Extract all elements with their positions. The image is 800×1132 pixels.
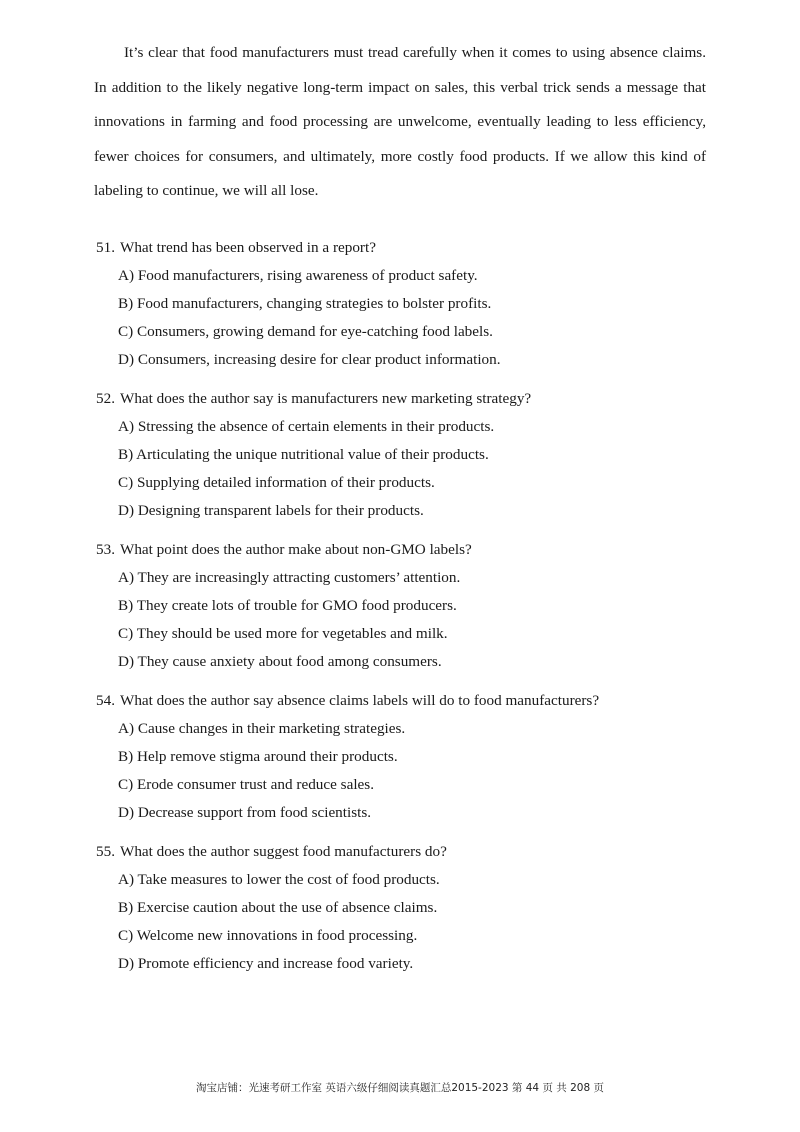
- option-list: [96, 564, 716, 676]
- option-d: D) Promote efficiency and increase food variety.: [118, 955, 414, 972]
- question-number: 54.: [96, 692, 115, 709]
- option-d: D) Consumers, increasing desire for clear product information.: [118, 351, 501, 368]
- option-a: A) Take measures to lower the cost of food products.: [118, 871, 440, 888]
- option-list: [96, 413, 716, 525]
- option-b: B) They create lots of trouble for GMO food producers.: [118, 597, 457, 614]
- option-b: B) Help remove stigma around their products.: [118, 748, 398, 765]
- option-list: [96, 866, 716, 978]
- question-number: 55.: [96, 843, 115, 860]
- option-a: A) Stressing the absence of certain elements in their products.: [118, 418, 495, 435]
- question-51: [96, 234, 716, 374]
- question-stem: [96, 234, 716, 262]
- option-b: B) Exercise caution about the use of absence claims.: [118, 899, 438, 916]
- question-stem: [96, 385, 716, 413]
- option-a: A) Cause changes in their marketing strategies.: [118, 720, 406, 737]
- option-a: A) They are increasingly attracting customers’ attention.: [118, 569, 461, 586]
- question-number: 52.: [96, 390, 115, 407]
- question-stem: [96, 838, 716, 866]
- question-stem: [96, 687, 716, 715]
- question-52: [96, 385, 716, 525]
- question-54: [96, 687, 716, 827]
- question-stem: [96, 536, 716, 564]
- question-text: What does the author suggest food manufacturers do?: [119, 843, 447, 860]
- question-text: What does the author say is manufacturers new marketing strategy?: [119, 390, 532, 407]
- passage-paragraph: It’s clear that food manufacturers must tread carefully when it comes to using absence claims. In addition to the likely negative long-term impact on sales, this verbal trick sends a message that innovations in farming and food processing are unwelcome, eventually leading to less efficiency, fewer choices for consumers, and ultimately, more costly food products. If we allow this kind of labeling to continue, we will all lose.: [94, 44, 706, 199]
- question-list: [96, 234, 716, 989]
- question-55: [96, 838, 716, 978]
- question-text: What trend has been observed in a report?: [119, 239, 376, 256]
- option-d: D) They cause anxiety about food among consumers.: [118, 653, 442, 670]
- question-number: 51.: [96, 239, 115, 256]
- option-b: B) Food manufacturers, changing strategies to bolster profits.: [118, 295, 492, 312]
- option-c: C) Welcome new innovations in food processing.: [118, 927, 418, 944]
- option-b: B) Articulating the unique nutritional value of their products.: [118, 446, 489, 463]
- option-c: C) They should be used more for vegetables and milk.: [118, 625, 448, 642]
- option-list: [96, 262, 716, 374]
- option-a: A) Food manufacturers, rising awareness of product safety.: [118, 267, 478, 284]
- page-footer: 淘宝店铺：光速考研工作室 英语六级仔细阅读真题汇总2015-2023 第 44 页 共 208 页: [196, 1082, 604, 1094]
- option-c: C) Erode consumer trust and reduce sales.: [118, 776, 374, 793]
- option-list: [96, 715, 716, 827]
- question-text: What does the author say absence claims labels will do to food manufacturers?: [119, 692, 600, 709]
- question-53: [96, 536, 716, 676]
- question-number: 53.: [96, 541, 115, 558]
- option-d: D) Designing transparent labels for their products.: [118, 502, 424, 519]
- option-c: C) Consumers, growing demand for eye-catching food labels.: [118, 323, 493, 340]
- option-c: C) Supplying detailed information of their products.: [118, 474, 435, 491]
- option-d: D) Decrease support from food scientists.: [118, 804, 372, 821]
- question-text: What point does the author make about non-GMO labels?: [119, 541, 472, 558]
